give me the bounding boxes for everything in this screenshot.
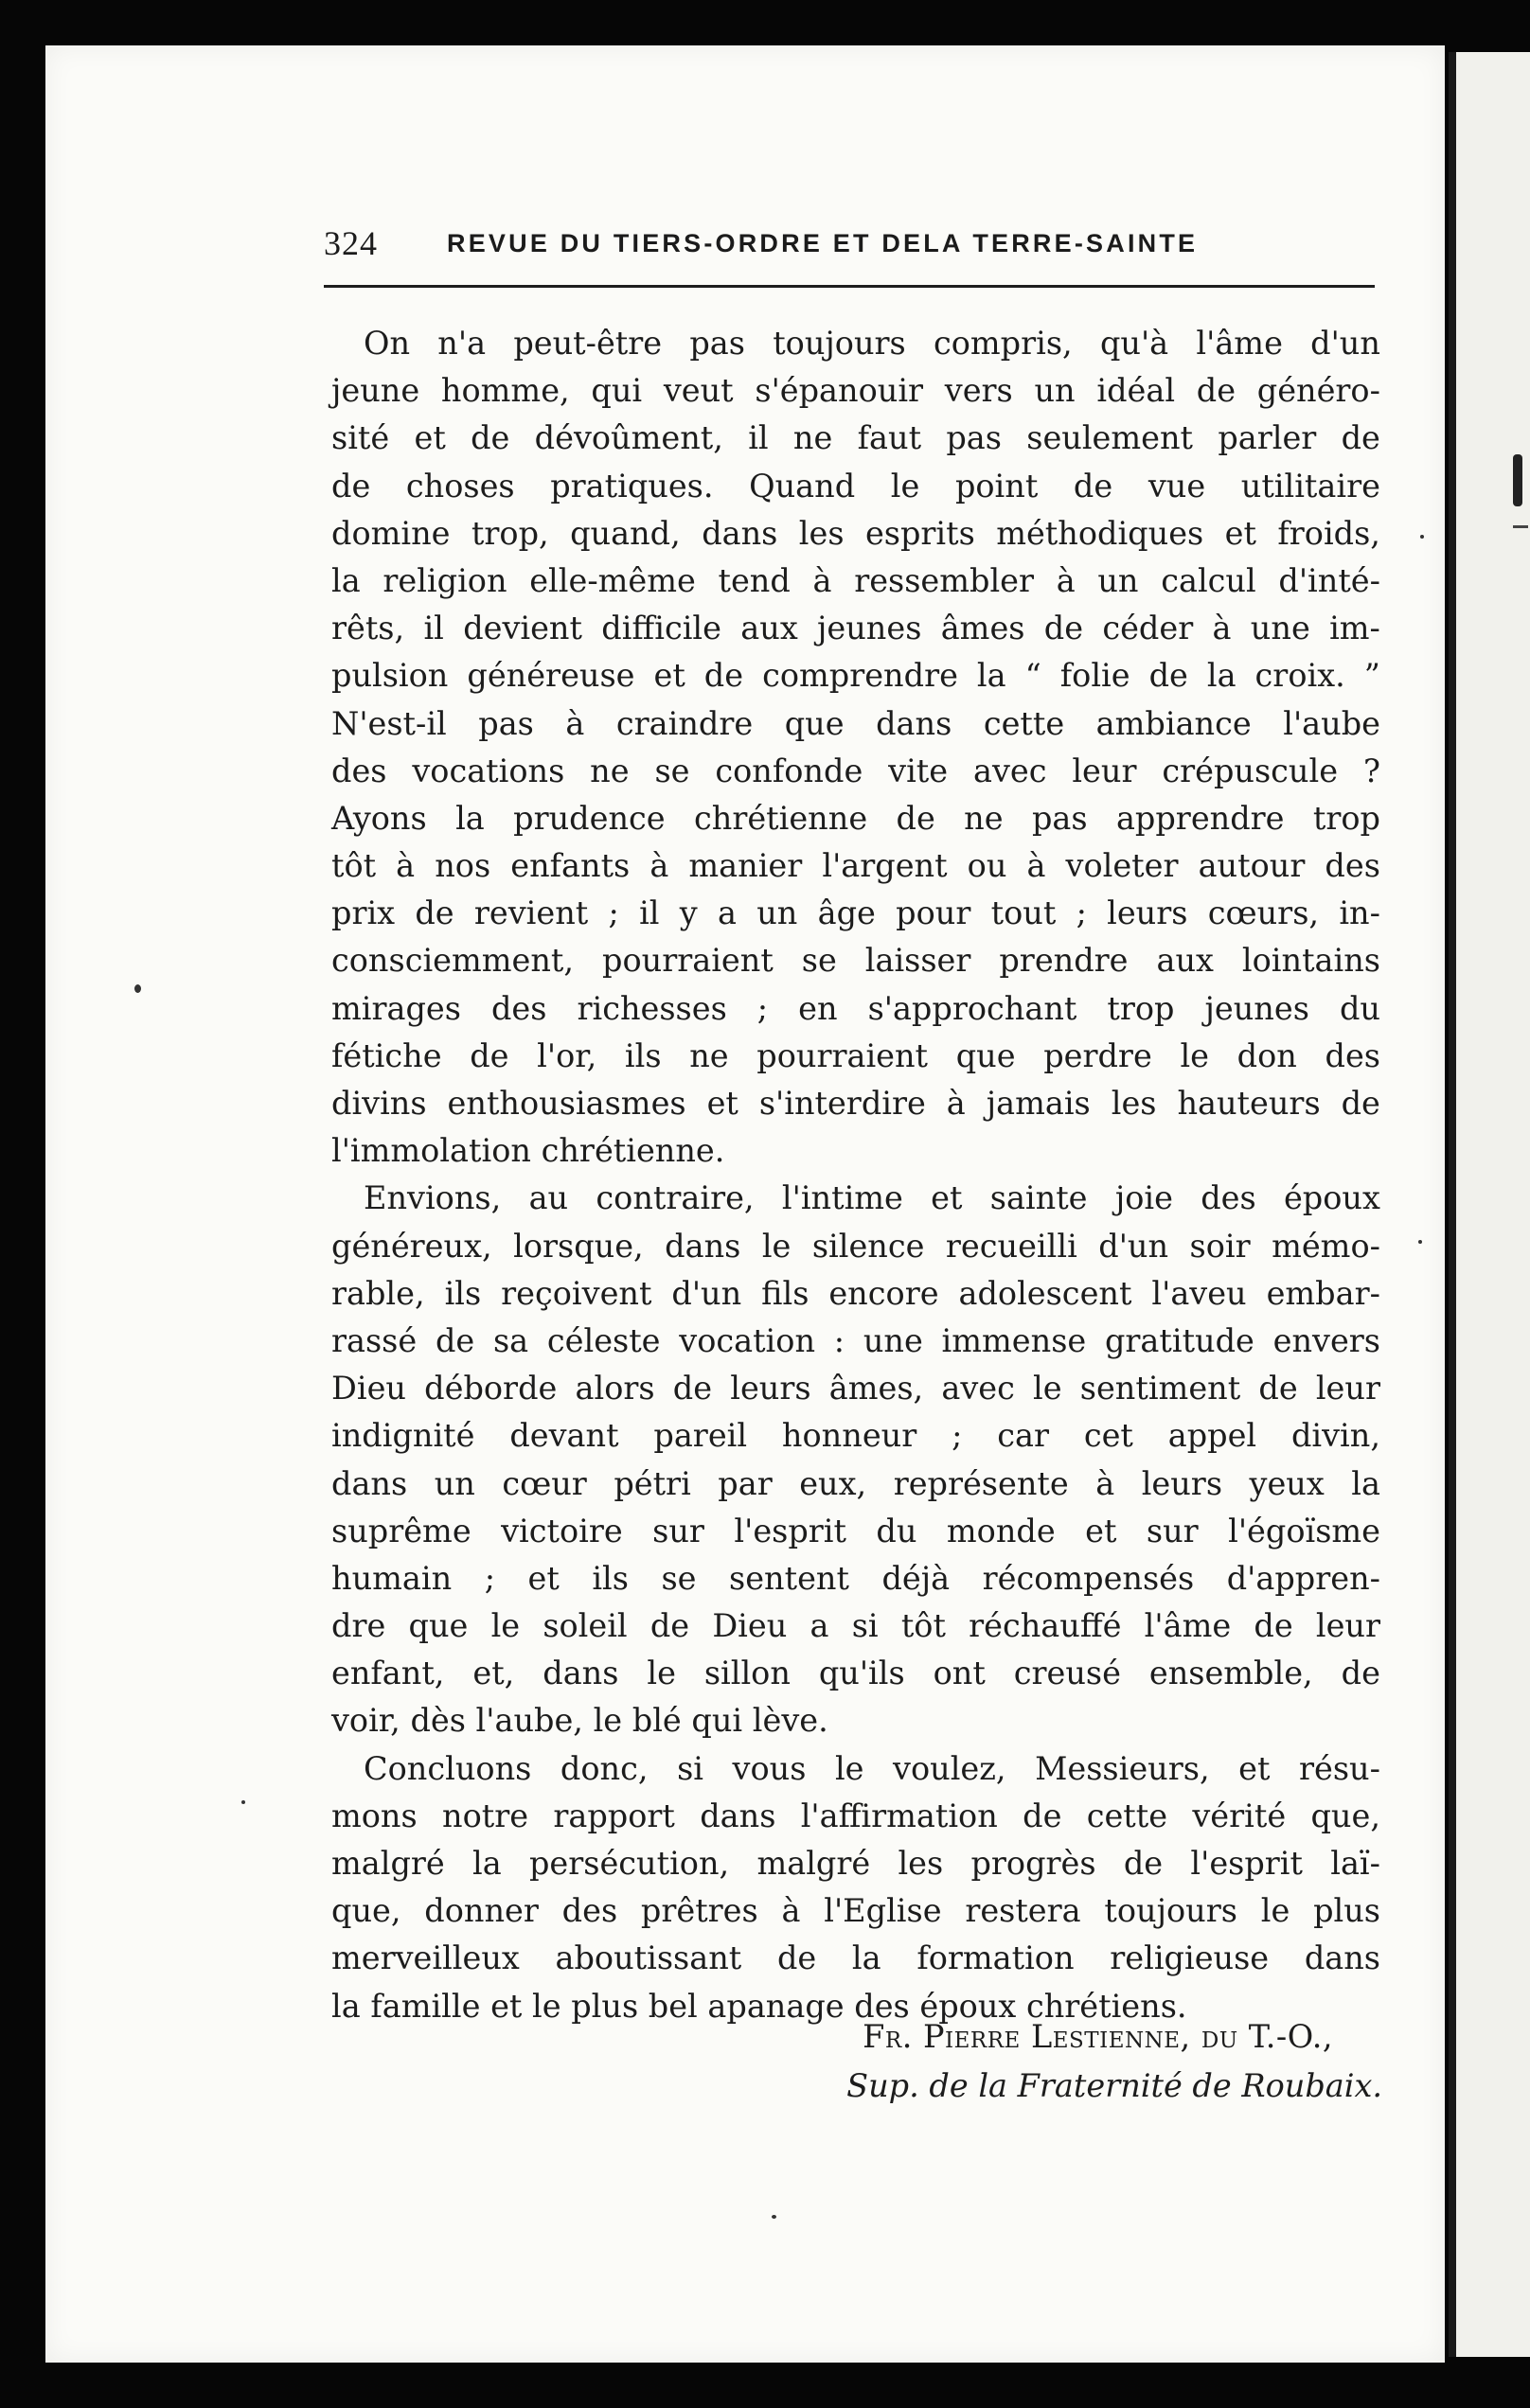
author-title: Sup. de la Fraternité de Roubaix. [846, 2067, 1382, 2104]
text-line: sité et de dévoûment, il ne faut pas seulement parler de [331, 419, 1380, 457]
text-line: Ayons la prudence chrétienne de ne pas apprendre trop [331, 799, 1380, 837]
text-line: domine trop, quand, dans les esprits méthodiques et froids, [331, 514, 1380, 552]
paper-speck [134, 984, 141, 993]
text-line: l'immolation chrétienne. [331, 1132, 725, 1170]
text-line: que, donner des prêtres à l'Eglise restera toujours le plus [331, 1892, 1380, 1930]
page-number: 324 [324, 224, 378, 262]
paper-speck [1420, 535, 1424, 539]
text-line: tôt à nos enfants à manier l'argent ou à voleter autour des [331, 847, 1380, 885]
text-line: consciemment, pourraient se laisser prendre aux lointains [331, 942, 1380, 980]
text-line: rassé de sa céleste vocation : une immense gratitude envers [331, 1321, 1380, 1359]
facing-page-tick [1513, 525, 1528, 528]
running-head [324, 223, 1375, 280]
journal-title: REVUE DU TIERS-ORDRE ET DELA TERRE-SAINTE [447, 229, 1199, 257]
text-line: indignité devant pareil honneur ; car cet appel divin, [331, 1417, 1380, 1455]
article-body [331, 320, 1380, 2030]
author-name: Fr. Pierre Lestienne, du T.-O., [863, 2018, 1333, 2055]
facing-page-edge [1449, 52, 1530, 2357]
text-line: mons notre rapport dans l'affirmation de cette vérité que, [331, 1797, 1380, 1834]
paper-speck [772, 2215, 776, 2219]
text-line: rable, ils reçoivent d'un fils encore adolescent l'aveu embar- [331, 1274, 1380, 1312]
text-line: dans un cœur pétri par eux, représente à leurs yeux la [331, 1464, 1380, 1502]
text-line: de choses pratiques. Quand le point de vue utilitaire [331, 467, 1380, 505]
text-line: voir, dès l'aube, le blé qui lève. [331, 1702, 828, 1740]
text-line: pulsion généreuse et de comprendre la “ folie de la croix. ” [331, 657, 1380, 695]
facing-page-mark [1513, 454, 1522, 506]
text-line: prix de revient ; il y a un âge pour tout ; leurs cœurs, in- [331, 894, 1380, 932]
text-line: rêts, il devient difficile aux jeunes âmes de céder à une im- [331, 610, 1380, 647]
text-line: jeune homme, qui veut s'épanouir vers un idéal de généro- [331, 372, 1380, 410]
text-line: la famille et le plus bel apanage des époux chrétiens. [331, 1987, 1187, 2025]
text-line: fétiche de l'or, ils ne pourraient que perdre le don des [331, 1036, 1380, 1074]
text-line: Concluons donc, si vous le voulez, Messieurs, et résu- [364, 1749, 1380, 1787]
text-line: Dieu déborde alors de leurs âmes, avec le sentiment de leur [331, 1370, 1380, 1408]
text-line: la religion elle-même tend à ressembler à un calcul d'inté- [331, 561, 1380, 599]
paper-speck [241, 1800, 245, 1804]
text-line: dre que le soleil de Dieu a si tôt réchauffé l'âme de leur [331, 1607, 1380, 1645]
text-line: mirages des richesses ; en s'approchant trop jeunes du [331, 989, 1380, 1027]
text-line: des vocations ne se confonde vite avec leur crépuscule ? [331, 752, 1380, 789]
text-line: suprême victoire sur l'esprit du monde et sur l'égoïsme [331, 1512, 1380, 1549]
text-line: humain ; et ils se sentent déjà récompensés d'appren- [331, 1559, 1380, 1597]
header-rule [324, 285, 1375, 288]
text-line: malgré la persécution, malgré les progrès de l'esprit laï- [331, 1845, 1380, 1882]
text-line: Envions, au contraire, l'intime et sainte joie des époux [364, 1179, 1380, 1217]
text-line: N'est-il pas à craindre que dans cette ambiance l'aube [331, 704, 1380, 742]
paper-speck [1418, 1240, 1422, 1244]
text-line: divins enthousiasmes et s'interdire à jamais les hauteurs de [331, 1085, 1380, 1122]
text-line: merveilleux aboutissant de la formation religieuse dans [331, 1939, 1380, 1977]
text-line: On n'a peut-être pas toujours compris, qu'à l'âme d'un [364, 325, 1380, 362]
text-line: enfant, et, dans le sillon qu'ils ont creusé ensemble, de [331, 1655, 1380, 1692]
text-line: généreux, lorsque, dans le silence recueilli d'un soir mémo- [331, 1227, 1380, 1265]
